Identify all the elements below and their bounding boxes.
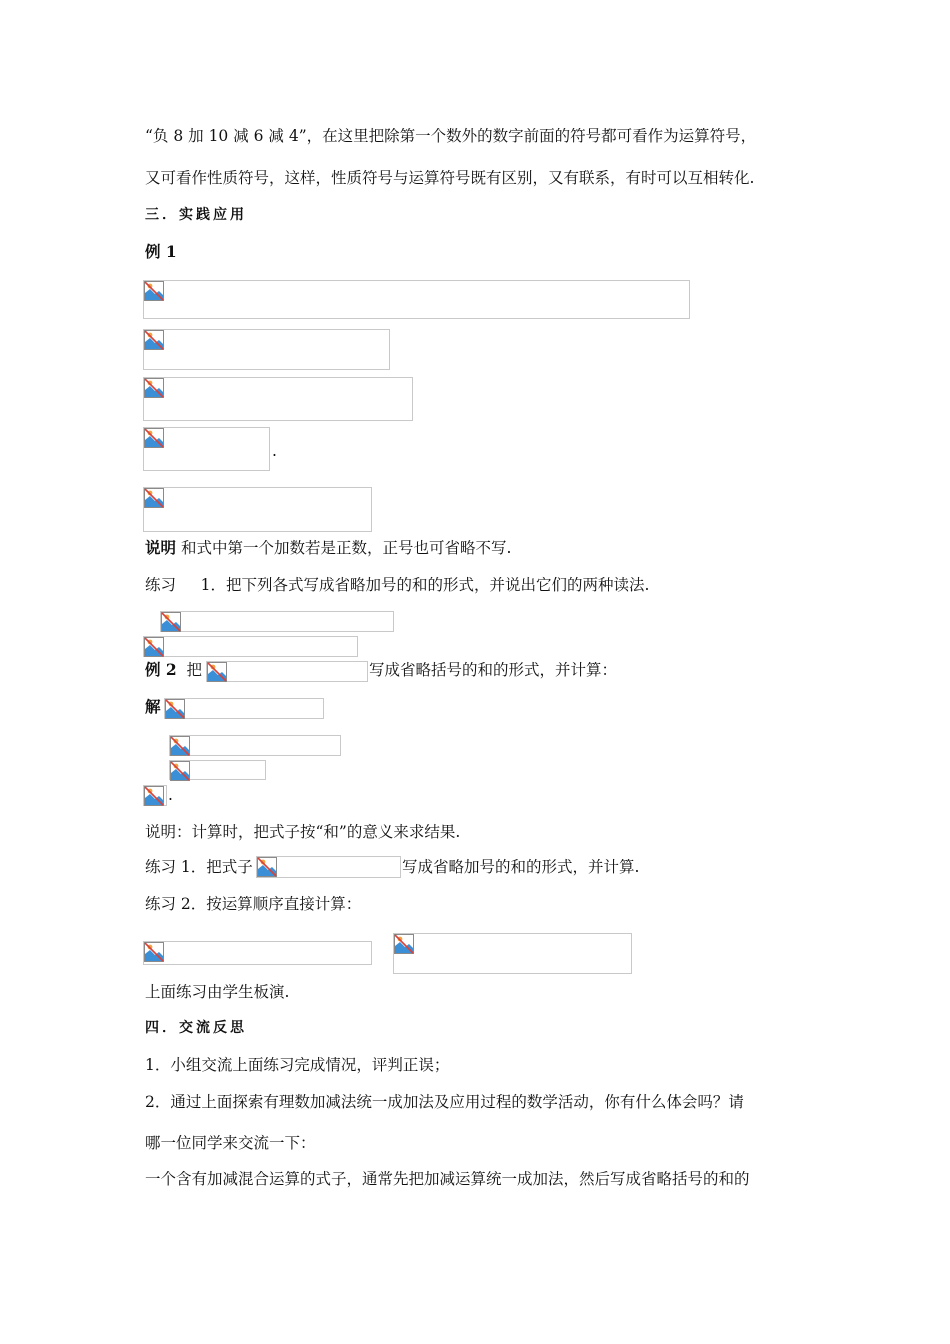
broken-image-icon: [144, 786, 164, 806]
paragraph-line: “负 8 加 10 减 6 减 4”，在这里把除第一个数外的数字前面的符号都可看作为运算符号，: [145, 127, 757, 145]
formula-image: [169, 735, 341, 756]
formula-image: [143, 636, 358, 657]
practice-text-pre: 练习 1．把式子: [145, 858, 253, 876]
formula-image: [256, 856, 401, 878]
note-line: 说明：计算时，把式子按“和”的意义来求结果.: [145, 823, 461, 841]
section-heading: 四．交流反思: [145, 1020, 247, 1036]
formula-image: [160, 611, 394, 632]
example-label: 例 1: [145, 242, 177, 261]
list-item: 1．小组交流上面练习完成情况，评判正误；: [145, 1056, 450, 1074]
formula-image: [143, 941, 372, 965]
note-label: 说明: [145, 538, 177, 557]
practice-text-post: 写成省略加号的和的形式，并计算.: [402, 858, 640, 876]
solution-label: 解: [145, 697, 161, 716]
example-text-pre: 把: [186, 661, 203, 679]
broken-image-icon: [161, 612, 181, 632]
period: .: [272, 442, 277, 460]
broken-image-icon: [144, 428, 164, 448]
example2-line: [145, 660, 202, 680]
broken-image-icon: [207, 662, 227, 682]
practice-text: 1．把下列各式写成省略加号的和的形式，并说出它们的两种读法.: [200, 576, 650, 594]
period: .: [168, 786, 173, 804]
list-item-continued: 哪一位同学来交流一下：: [145, 1134, 316, 1152]
formula-image: [143, 329, 390, 370]
broken-image-icon: [144, 637, 164, 657]
list-item: 2．通过上面探索有理数加减法统一成加法及应用过程的数学活动，你有什么体会吗？请: [145, 1093, 744, 1111]
formula-image: [143, 427, 270, 471]
formula-image: [393, 933, 632, 974]
broken-image-icon: [144, 281, 164, 301]
formula-image: [206, 661, 368, 682]
formula-image: [143, 377, 413, 421]
formula-image: [143, 280, 690, 319]
example-text-post: 写成省略括号的和的形式，并计算：: [369, 661, 618, 679]
formula-image: [164, 698, 324, 719]
practice-line: 练习 2．按运算顺序直接计算：: [145, 895, 362, 913]
broken-image-icon: [144, 378, 164, 398]
practice-label: 练习: [145, 576, 177, 594]
broken-image-icon: [170, 761, 190, 781]
example-label: 例 2: [145, 660, 177, 679]
paragraph-line: 一个含有加减混合运算的式子，通常先把加减运算统一成加法，然后写成省略括号的和的: [145, 1170, 750, 1188]
formula-image: [143, 785, 167, 806]
board-note: 上面练习由学生板演.: [145, 983, 290, 1001]
practice-line: [145, 575, 649, 595]
broken-image-icon: [394, 934, 414, 954]
broken-image-icon: [165, 699, 185, 719]
broken-image-icon: [170, 736, 190, 756]
note-text: 和式中第一个加数若是正数，正号也可省略不写.: [180, 539, 512, 557]
broken-image-icon: [144, 942, 164, 962]
broken-image-icon: [144, 330, 164, 350]
broken-image-icon: [144, 488, 164, 508]
section-heading: 三．实践应用: [145, 207, 247, 223]
formula-image: [143, 487, 372, 532]
note-line: [145, 538, 511, 558]
broken-image-icon: [257, 857, 277, 877]
paragraph-line: 又可看作性质符号，这样，性质符号与运算符号既有区别，又有联系，有时可以互相转化.: [145, 169, 755, 187]
formula-image: [169, 760, 266, 780]
